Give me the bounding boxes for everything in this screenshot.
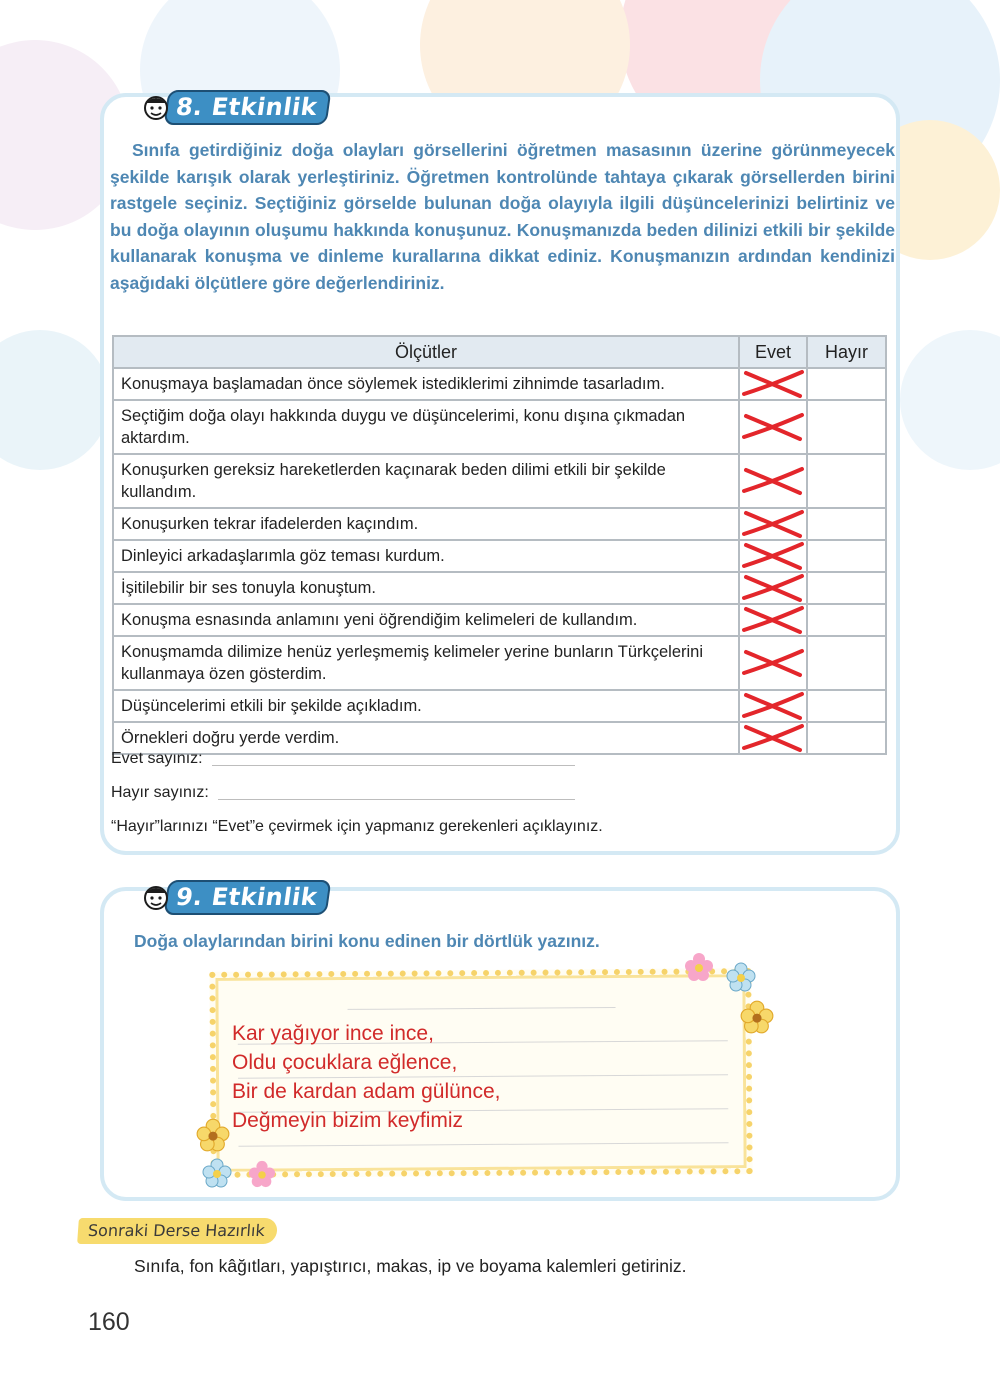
no-count-line[interactable] <box>218 799 575 800</box>
prep-text: Sınıfa, fon kâğıtları, yapıştırıcı, makas, ip ve boyama kalemleri getiriniz. <box>134 1256 687 1276</box>
table-header-row <box>113 336 886 368</box>
bg-circle <box>0 330 110 470</box>
no-cell[interactable] <box>807 540 886 572</box>
table-row <box>113 454 886 508</box>
criteria-cell: İşitilebilir bir ses tonuyla konuştum. <box>113 572 739 604</box>
bg-circle <box>900 330 1000 470</box>
no-cell[interactable] <box>807 572 886 604</box>
x-mark-icon <box>740 723 806 753</box>
poem-line-4: Değmeyin bizim keyfimiz <box>232 1109 464 1132</box>
yes-count-line[interactable] <box>212 765 575 766</box>
activity-8-instructions: Sınıfa getirdiğiniz doğa olayları görsellerini öğretmen masasının üzerine görünmeyecek şekilde karışık olarak yerleştiriniz. Öğretmen kontrolünde tahtaya çıkarak görsellerden birini rastgele seçiniz. Seçtiğiniz görselde bulunan doğa olayıyla ilgili düşüncelerinizi belirtiniz ve bu doğa olayının oluşumu hakkında konuşunuz. Konuşmanızda beden dilinizi etkili bir şekilde kullanarak konuşma ve dinleme kurallarına dikkat ediniz. Konuşmanızın ardından kendinizi aşağıdaki ölçütlere göre değerlendiriniz. <box>110 140 895 293</box>
table-row <box>113 368 886 400</box>
character-face-icon <box>142 883 170 911</box>
note-line <box>348 1007 616 1010</box>
header-yes: Evet <box>739 336 807 368</box>
yes-cell[interactable] <box>739 508 807 540</box>
criteria-cell: Konuşmaya başlamadan önce söylemek istediklerimi zihnimde tasarladım. <box>113 368 739 400</box>
criteria-cell: Konuşurken tekrar ifadelerden kaçındım. <box>113 508 739 540</box>
activity-8-title: 8. Etkinlik <box>164 90 332 125</box>
yes-cell[interactable] <box>739 636 807 690</box>
flower-icon <box>726 962 756 992</box>
activity-9-instructions: Doğa olaylarından birini konu edinen bir dörtlük yazınız. <box>134 931 600 951</box>
x-mark-icon <box>740 541 806 571</box>
x-mark-icon <box>740 466 806 496</box>
criteria-cell: Konuşmamda dilimize henüz yerleşmemiş kelimeler yerine bunların Türkçelerini kullanmaya özen gösterdim. <box>113 636 739 690</box>
no-cell[interactable] <box>807 722 886 754</box>
note-line <box>239 1142 729 1146</box>
no-cell[interactable] <box>807 508 886 540</box>
table-row <box>113 400 886 454</box>
no-count-label: Hayır sayınız: <box>111 784 209 801</box>
poem-line-1: Kar yağıyor ince ince, <box>232 1022 434 1045</box>
x-mark-icon <box>740 509 806 539</box>
header-criteria: Ölçütler <box>113 336 739 368</box>
character-face-icon <box>142 93 170 121</box>
activity-8-badge <box>142 90 329 124</box>
poem-line-2: Oldu çocuklara eğlence, <box>232 1051 458 1074</box>
criteria-cell: Konuşurken gereksiz hareketlerden kaçınarak beden dilimi etkili bir şekilde kullandım. <box>113 454 739 508</box>
criteria-cell: Seçtiğim doğa olayı hakkında duygu ve düşüncelerimi, konu dışına çıkmadan aktardım. <box>113 400 739 454</box>
table-row <box>113 636 886 690</box>
yes-cell[interactable] <box>739 368 807 400</box>
table-row <box>113 540 886 572</box>
criteria-table <box>112 335 887 755</box>
x-mark-icon <box>740 605 806 635</box>
table-row <box>113 572 886 604</box>
flower-icon <box>740 1000 774 1034</box>
page-number: 160 <box>88 1308 130 1336</box>
activity-9-badge <box>142 880 329 914</box>
no-cell[interactable] <box>807 604 886 636</box>
flower-icon <box>202 1158 232 1188</box>
yes-cell[interactable] <box>739 400 807 454</box>
yes-count-label: Evet sayınız: <box>111 750 203 767</box>
header-no: Hayır <box>807 336 886 368</box>
x-mark-icon <box>740 691 806 721</box>
prep-tag: Sonraki Derse Hazırlık <box>77 1218 278 1244</box>
yes-cell[interactable] <box>739 572 807 604</box>
flower-icon <box>196 1118 230 1152</box>
table-row <box>113 508 886 540</box>
x-mark-icon <box>740 573 806 603</box>
no-cell[interactable] <box>807 454 886 508</box>
activity-9-title: 9. Etkinlik <box>164 880 332 915</box>
yes-cell[interactable] <box>739 722 807 754</box>
yes-cell[interactable] <box>739 690 807 722</box>
table-row <box>113 604 886 636</box>
x-mark-icon <box>740 648 806 678</box>
no-cell[interactable] <box>807 368 886 400</box>
table-row <box>113 690 886 722</box>
poem-line-3: Bir de kardan adam gülünce, <box>232 1080 501 1103</box>
no-cell[interactable] <box>807 690 886 722</box>
criteria-cell: Düşüncelerimi etkili bir şekilde açıkladım. <box>113 690 739 722</box>
criteria-cell: Konuşma esnasında anlamını yeni öğrendiğim kelimeleri de kullandım. <box>113 604 739 636</box>
yes-cell[interactable] <box>739 604 807 636</box>
no-cell[interactable] <box>807 636 886 690</box>
yes-cell[interactable] <box>739 454 807 508</box>
flower-icon <box>248 1160 276 1188</box>
yes-cell[interactable] <box>739 540 807 572</box>
criteria-cell: Örnekleri doğru yerde verdim. <box>113 722 739 754</box>
no-cell[interactable] <box>807 400 886 454</box>
x-mark-icon <box>740 412 806 442</box>
criteria-cell: Dinleyici arkadaşlarımla göz teması kurdum. <box>113 540 739 572</box>
flower-icon <box>684 952 714 982</box>
x-mark-icon <box>740 369 806 399</box>
table-row <box>113 722 886 754</box>
explain-prompt: “Hayır”larınızı “Evet”e çevirmek için yapmanız gerekenleri açıklayınız. <box>111 818 603 835</box>
